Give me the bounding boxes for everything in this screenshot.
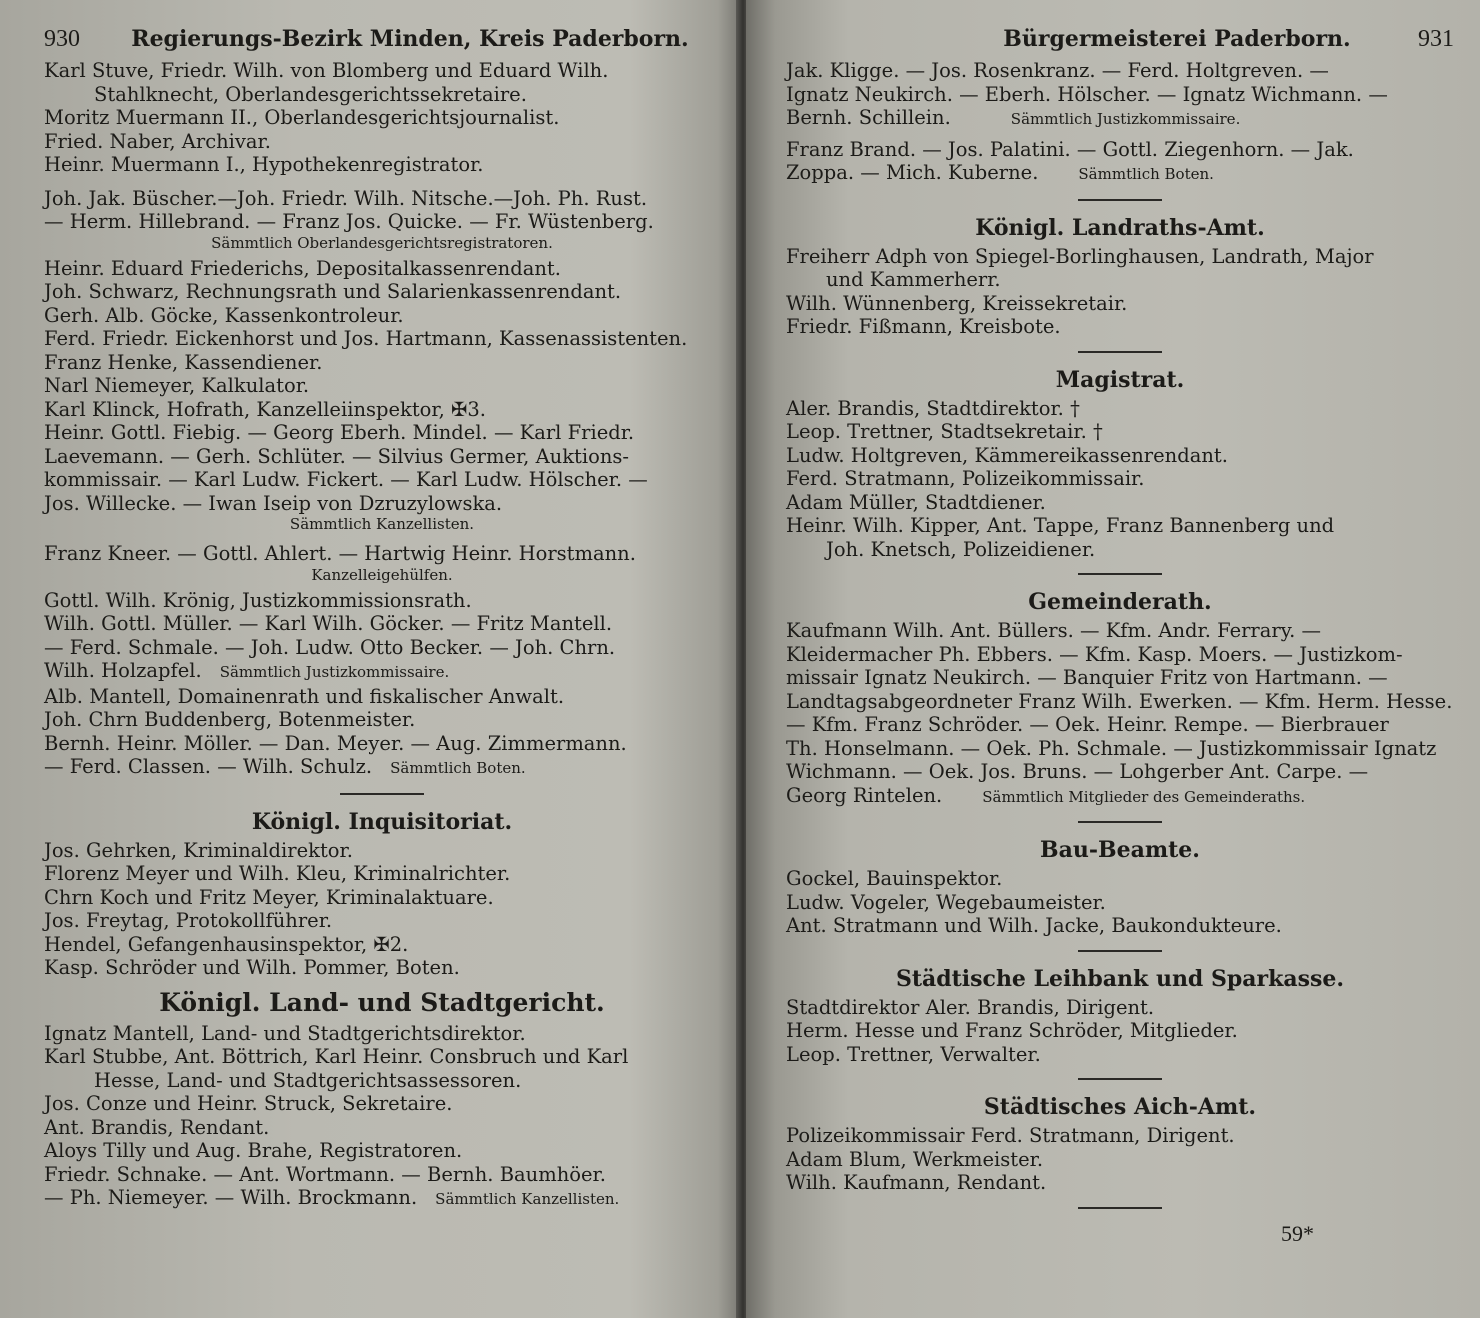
entry-line: Hendel, Gefangenhausinspektor, ✠2. (44, 932, 409, 956)
entry-line: missair Ignatz Neukirch. — Banquier Fritz von Hartmann. — (786, 666, 1388, 689)
entry-line: Wilh. Gottl. Müller. — Karl Wilh. Göcker. — Fritz Mantell. (44, 612, 613, 635)
entry-line: Landtagsabgeordneter Franz Wilh. Ewerken. — Kfm. Herm. Hesse. (786, 689, 1453, 713)
entry-line: Hesse, Land- und Stadtgerichtsassessoren. (94, 1068, 522, 1092)
entry-text: Georg Rintelen. (786, 783, 943, 807)
entry-line: Joh. Knetsch, Polizeidiener. (826, 537, 1096, 561)
entry-line: Freiherr Adph von Spiegel-Borlinghausen, Landrath, Major (786, 244, 1374, 268)
entry-line: Fried. Naber, Archivar. (44, 129, 271, 153)
entry-line: Th. Honselmann. — Oek. Ph. Schmale. — Justizkommissair Ignatz (786, 736, 1437, 760)
entry-line: Stahlknecht, Oberlandesgerichtssekretaire. (94, 82, 527, 106)
entry-text: — Ph. Niemeyer. — Wilh. Brockmann. (44, 1186, 418, 1209)
group-note: Sämmtlich Boten. (1078, 165, 1214, 183)
group-note: Sämmtlich Justizkommissaire. (1010, 110, 1241, 128)
entry-line: Karl Stuve, Friedr. Wilh. von Blomberg und Eduard Wilh. (44, 59, 609, 82)
entry-line: Polizeikommissair Ferd. Stratmann, Dirigent. (786, 1124, 1235, 1147)
entry-line: Heinr. Muermann I., Hypothekenregistrator. (44, 153, 484, 176)
entry-line: Gockel, Bauinspektor. (786, 867, 1003, 890)
group-note: Kanzelleigehülfen. (311, 565, 453, 584)
group-note: Sämmtlich Kanzellisten. (435, 1190, 620, 1208)
entry-line: Ferd. Friedr. Eickenhorst und Jos. Hartmann, Kassenassistenten. (44, 327, 688, 350)
entry-line (44, 755, 720, 781)
section-divider (1078, 1207, 1162, 1209)
entry-line: Chrn Koch und Fritz Meyer, Kriminalaktuare. (44, 885, 494, 909)
right-page (746, 0, 1480, 1318)
entry-line (44, 659, 720, 685)
right-page-number: 931 (1418, 26, 1454, 52)
entry-line: Joh. Jak. Büscher.—Joh. Friedr. Wilh. Nitsche.—Joh. Ph. Rust. (44, 186, 648, 210)
left-page-header (44, 26, 720, 53)
section-divider (340, 793, 424, 795)
entry-line: Jak. Kligge. — Jos. Rosenkranz. — Ferd. Holtgreven. — (786, 59, 1329, 82)
section-divider (1078, 821, 1162, 823)
entry-line (44, 1186, 720, 1212)
entry-line (786, 784, 1454, 810)
entry-line: Aler. Brandis, Stadtdirektor. † (786, 396, 1080, 420)
entry-line: Heinr. Eduard Friederichs, Depositalkassenrendant. (44, 256, 561, 280)
group-note: Sämmtlich Mitglieder des Gemeinderaths. (982, 787, 1306, 806)
entry-line: Jos. Conze und Heinr. Struck, Sekretaire. (44, 1092, 453, 1115)
entry-line: — Ferd. Schmale. — Joh. Ludw. Otto Becker. — Joh. Chrn. (44, 635, 616, 659)
group-note: Sämmtlich Justizkommissaire. (219, 663, 450, 681)
entry-line: Friedr. Schnake. — Ant. Wortmann. — Bernh. Baumhöer. (44, 1162, 606, 1186)
entry-line: Ant. Stratmann und Wilh. Jacke, Baukondukteure. (786, 914, 1282, 937)
entry-line: Heinr. Wilh. Kipper, Ant. Tappe, Franz Bannenberg und (786, 514, 1335, 537)
section-heading: Bau-Beamte. (1040, 837, 1200, 863)
section-divider (1078, 199, 1162, 201)
section-divider (1078, 1078, 1162, 1080)
entry-line: Adam Blum, Werkmeister. (786, 1147, 1044, 1171)
entry-line: Adam Müller, Stadtdiener. (786, 490, 1046, 514)
section-heading: Städtisches Aich-Amt. (983, 1094, 1257, 1120)
section-heading: Königl. Landraths-Amt. (975, 214, 1265, 241)
section-heading: Magistrat. (1055, 366, 1185, 393)
entry-line (786, 161, 1454, 187)
section-heading: Städtische Leihbank und Sparkasse. (895, 965, 1345, 992)
entry-line: Ludw. Holtgreven, Kämmereikassenrendant. (786, 443, 1228, 467)
group-note: Sämmtlich Kanzellisten. (289, 515, 475, 533)
section-heading: Gemeinderath. (1028, 589, 1212, 615)
group-note: Sämmtlich Boten. (390, 759, 526, 777)
group-note: Sämmtlich Oberlandesgerichtsregistratoren. (211, 233, 553, 252)
entry-line: Kaufmann Wilh. Ant. Büllers. — Kfm. Andr. Ferrary. — (786, 619, 1322, 642)
entry-line: Ludw. Vogeler, Wegebaumeister. (786, 890, 1106, 914)
entry-line: Leop. Trettner, Stadtsekretair. † (786, 420, 1103, 443)
entry-line: Florenz Meyer und Wilh. Kleu, Kriminalrichter. (44, 862, 511, 885)
entry-line: Joh. Chrn Buddenberg, Botenmeister. (44, 708, 416, 731)
entry-line: Jos. Freytag, Protokollführer. (44, 909, 333, 932)
entry-line: Karl Klinck, Hofrath, Kanzelleiinspektor, ✠3. (44, 397, 486, 421)
entry-line: Narl Niemeyer, Kalkulator. (44, 374, 310, 397)
section-divider (1078, 950, 1162, 952)
entry-line: kommissair. — Karl Ludw. Fickert. — Karl Ludw. Hölscher. — (44, 468, 648, 491)
entry-line: Joh. Schwarz, Rechnungsrath und Salarienkassenrendant. (44, 280, 622, 303)
entry-line: Aloys Tilly und Aug. Brahe, Registratoren. (44, 1139, 463, 1162)
entry-line: Wilh. Wünnenberg, Kreissekretair. (786, 291, 1128, 315)
entry-text: Wilh. Holzapfel. (44, 659, 202, 682)
entry-line: Ignatz Neukirch. — Eberh. Hölscher. — Ignatz Wichmann. — (786, 82, 1388, 106)
entry-line: Gottl. Wilh. Krönig, Justizkommissionsrath. (44, 588, 472, 612)
entry-line: Karl Stubbe, Ant. Böttrich, Karl Heinr. Consbruch und Karl (44, 1045, 629, 1068)
entry-line (786, 106, 1454, 132)
entry-line: Ferd. Stratmann, Polizeikommissair. (786, 467, 1145, 490)
entry-line: — Kfm. Franz Schröder. — Oek. Heinr. Rempe. — Bierbrauer (786, 713, 1389, 736)
entry-line: Gerh. Alb. Göcke, Kassenkontroleur. (44, 303, 404, 327)
entry-line: Ant. Brandis, Rendant. (44, 1115, 270, 1139)
entry-line: Franz Brand. — Jos. Palatini. — Gottl. Ziegenhorn. — Jak. (786, 137, 1354, 161)
entry-text: Bernh. Schillein. (786, 106, 951, 129)
left-page-number: 930 (44, 26, 80, 52)
signature-mark: 59* (1281, 1220, 1314, 1246)
entry-line: Heinr. Gottl. Fiebig. — Georg Eberh. Mindel. — Karl Friedr. (44, 421, 635, 444)
entry-line: Alb. Mantell, Domainenrath und fiskalischer Anwalt. (44, 684, 565, 708)
entry-line: Wichmann. — Oek. Jos. Bruns. — Lohgerber Ant. Carpe. — (786, 760, 1369, 783)
entry-line: Moritz Muermann II., Oberlandesgerichtsjournalist. (44, 106, 560, 129)
entry-line: Friedr. Fißmann, Kreisbote. (786, 315, 1061, 338)
entry-line: Leop. Trettner, Verwalter. (786, 1042, 1041, 1066)
entry-line: Herm. Hesse und Franz Schröder, Mitglieder. (786, 1019, 1238, 1042)
entry-text: Zoppa. — Mich. Kuberne. (786, 161, 1039, 184)
right-page-header (786, 26, 1454, 53)
entry-line: Wilh. Kaufmann, Rendant. (786, 1171, 1047, 1194)
entry-line: Jos. Gehrken, Kriminaldirektor. (44, 838, 353, 862)
entry-line: Bernh. Heinr. Möller. — Dan. Meyer. — Aug. Zimmermann. (44, 731, 627, 755)
entry-line: Kleidermacher Ph. Ebbers. — Kfm. Kasp. Moers. — Justizkom- (786, 642, 1403, 666)
entry-line: Jos. Willecke. — Iwan Iseip von Dzruzylowska. (44, 491, 503, 515)
section-heading: Königl. Land- und Stadtgericht. (159, 987, 605, 1017)
left-running-title: Regierungs-Bezirk Minden, Kreis Paderborn. (131, 26, 689, 52)
section-divider (1078, 573, 1162, 575)
section-divider (1078, 351, 1162, 353)
right-running-title: Bürgermeisterei Paderborn. (1003, 26, 1351, 52)
entry-line: Laevemann. — Gerh. Schlüter. — Silvius Germer, Auktions- (44, 444, 629, 468)
entry-line: Franz Henke, Kassendiener. (44, 350, 323, 374)
entry-text: — Ferd. Classen. — Wilh. Schulz. (44, 755, 373, 778)
entry-line: und Kammerherr. (826, 268, 1001, 291)
entry-line: — Herm. Hillebrand. — Franz Jos. Quicke. — Fr. Wüstenberg. (44, 210, 654, 233)
entry-line: Kasp. Schröder und Wilh. Pommer, Boten. (44, 956, 460, 979)
entry-line: Franz Kneer. — Gottl. Ahlert. — Hartwig Heinr. Horstmann. (44, 542, 636, 565)
entry-line: Ignatz Mantell, Land- und Stadtgerichtsdirektor. (44, 1021, 526, 1045)
entry-line: Stadtdirektor Aler. Brandis, Dirigent. (786, 995, 1155, 1019)
section-heading: Königl. Inquisitoriat. (251, 808, 513, 835)
